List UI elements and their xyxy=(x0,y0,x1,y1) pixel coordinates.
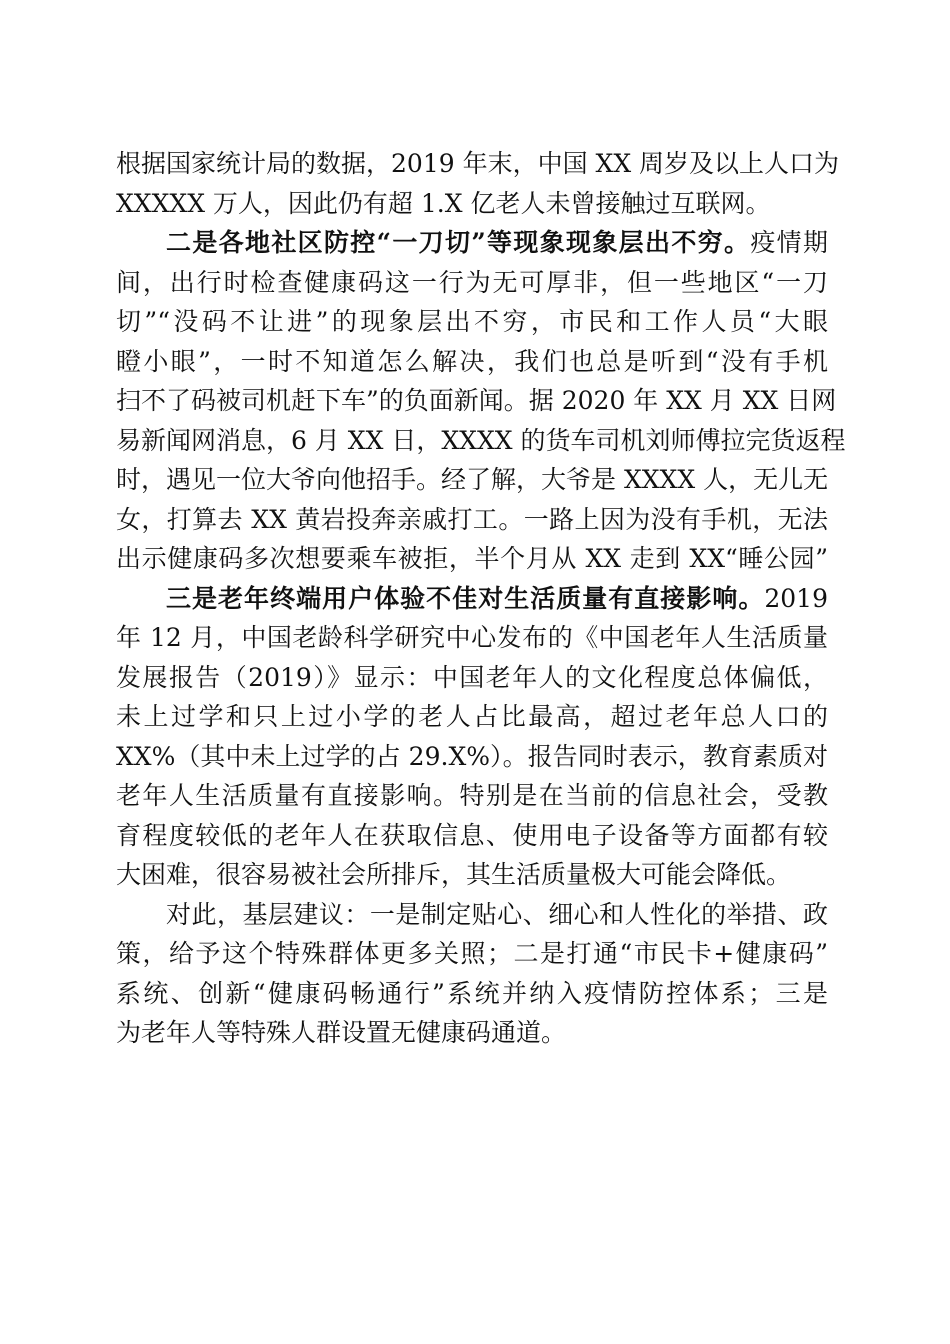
text-line: 大困难，很容易被社会所排斥，其生活质量极大可能会降低。 xyxy=(116,860,792,889)
text-line: 瞪小眼”，一时不知道怎么解决，我们也总是听到“没有手机 xyxy=(116,346,828,376)
text-line: 易新闻网消息，6 月 XX 日，XXXX 的货车司机刘师傅拉完货返程 xyxy=(116,425,846,455)
text-line xyxy=(116,223,828,263)
text-line: 未上过学和只上过小学的老人占比最高，超过老年总人口的 xyxy=(116,702,828,731)
text-line: 扫不了码被司机赶下车”的负面新闻。据 2020 年 XX 月 XX 日网 xyxy=(116,386,837,415)
text-line xyxy=(116,579,828,619)
text-line: 女，打算去 XX 黄岩投奔亲戚打工。一路上因为没有手机，无法 xyxy=(116,504,828,534)
paragraph-suggestions xyxy=(116,895,828,1053)
text-run: 2019 xyxy=(764,583,828,613)
paragraph-population-statistics xyxy=(116,144,840,223)
text-line: 系统、创新“健康码畅通行”系统并纳入疫情防控体系；三是 xyxy=(116,978,828,1008)
text-line: 策，给予这个特殊群体更多关照；二是打通“市民卡+健康码” xyxy=(116,939,828,968)
text-line: 为老年人等特殊人群设置无健康码通道。 xyxy=(116,1018,567,1047)
text-line: 间，出行时检查健康码这一行为无可厚非，但一些地区“一刀 xyxy=(116,267,828,297)
text-line: XXXXX 万人，因此仍有超 1.X 亿老人未曾接触过互联网。 xyxy=(116,188,771,218)
text-line: 出示健康码多次想要乘车被拒，半个月从 XX 走到 XX“睡公园” xyxy=(116,544,828,573)
paragraph-heading: 三是老年终端用户体验不佳对生活质量有直接影响。 xyxy=(166,583,765,613)
text-line: 时，遇见一位大爷向他招手。经了解，大爷是 XXXX 人，无儿无 xyxy=(116,465,829,494)
text-line: 对此，基层建议：一是制定贴心、细心和人性化的举措、政 xyxy=(166,899,828,929)
document-body xyxy=(116,144,846,1053)
text-line: XX%（其中未上过学的占 29.X%）。报告同时表示，教育素质对 xyxy=(116,741,828,771)
text-line: 根据国家统计局的数据，2019 年末，中国 XX 周岁及以上人口为 xyxy=(116,149,840,178)
text-line: 育程度较低的老年人在获取信息、使用电子设备等方面都有较 xyxy=(116,820,828,850)
paragraph-elderly-experience xyxy=(116,579,828,895)
paragraph-heading: 二是各地社区防控“一刀切”等现象现象层出不穷。 xyxy=(166,228,751,257)
text-line: 发展报告（2019）》显示：中国老年人的文化程度总体偏低， xyxy=(116,662,828,692)
text-line: 切”“没码不让进”的现象层出不穷，市民和工作人员“大眼 xyxy=(116,307,828,336)
paragraph-community-control xyxy=(116,223,846,579)
text-line: 老年人生活质量有直接影响。特别是在当前的信息社会，受教 xyxy=(116,781,828,810)
text-line: 年 12 月，中国老龄科学研究中心发布的《中国老年人生活质量 xyxy=(116,623,828,652)
text-run: 疫情期 xyxy=(750,228,828,257)
